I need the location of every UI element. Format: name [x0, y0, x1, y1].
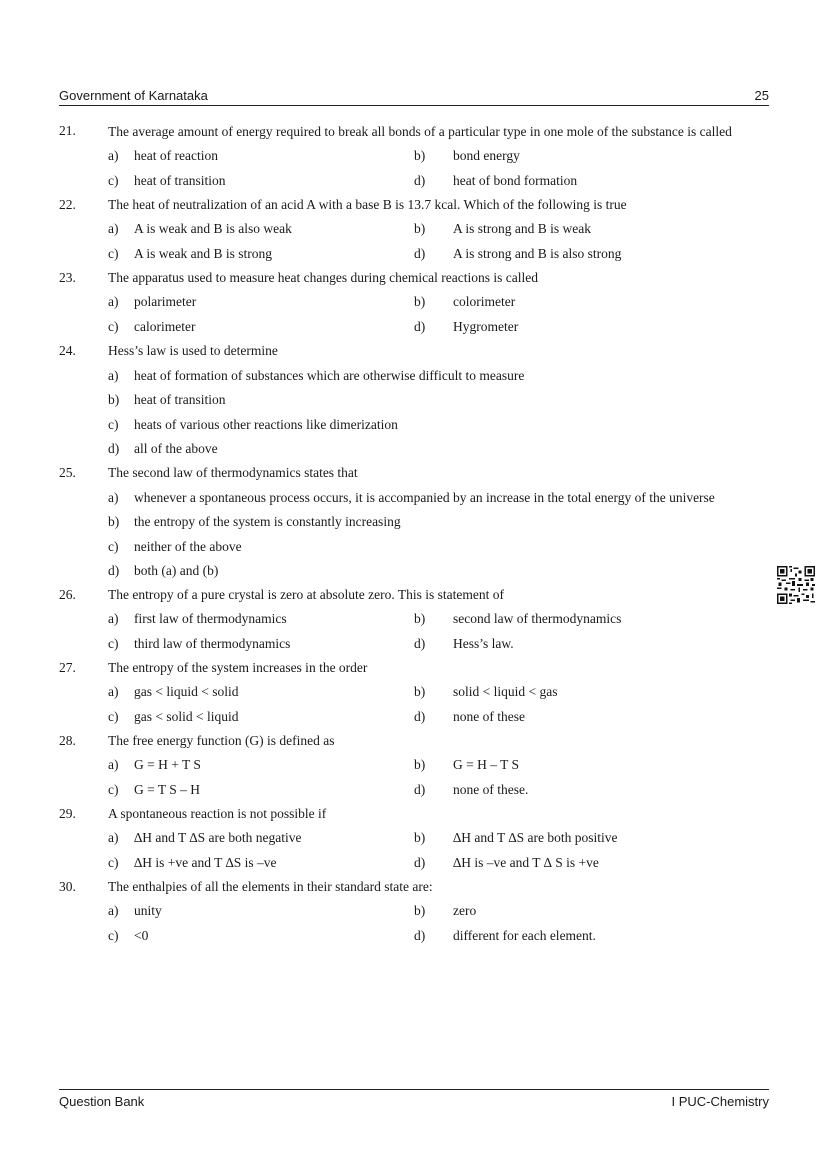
question-number: 25. — [59, 465, 76, 480]
question-number: 24. — [59, 343, 76, 358]
question-number: 27. — [59, 660, 76, 675]
page-header — [59, 87, 769, 106]
question-text: Hess’s law is used to determine — [108, 343, 278, 358]
page-number: 25 — [754, 88, 769, 103]
question-list — [59, 120, 769, 946]
page-footer — [59, 1089, 769, 1110]
option-a: a) whenever a spontaneous process occurs, it is accompanied by an increase in the total energy of the universe — [108, 489, 715, 505]
option-a: a) heat of formation of substances which are otherwise difficult to measure — [108, 367, 525, 383]
question-number: 28. — [59, 733, 76, 748]
question-text: The second law of thermodynamics states that — [108, 465, 358, 480]
question-text: The entropy of the system increases in the order — [108, 660, 368, 675]
option-c: c) heats of various other reactions like dimerization — [108, 416, 398, 432]
qr-code-icon — [777, 566, 815, 604]
question-number: 26. — [59, 587, 76, 602]
option-b: b) heat of transition — [108, 392, 226, 407]
question-text: The heat of neutralization of an acid A with a base B is 13.7 kcal. Which of the following is true — [108, 197, 627, 212]
question-number: 21. — [59, 123, 76, 138]
question-21: 21. The average amount of energy required to break all bonds of a particular type in one mole of the substance is called a) heat of reaction b) bond energy c) heat of transition d) heat of bond formation — [59, 120, 769, 191]
option-d: d) both (a) and (b) — [108, 563, 219, 578]
question-26: 26. The entropy of a pure crystal is zero at absolute zero. This is statement of a) first law of thermodynamics b) second law of thermodynamics c) third law of thermodynamics d) Hess’s law. — [59, 584, 769, 654]
header-title: Government of Karnataka — [59, 88, 208, 103]
question-number: 22. — [59, 197, 76, 212]
question-28: 28. The free energy function (G) is defined as a) G = H + T S b) G = H – T S c) G = T S – H d) none of these. — [59, 730, 769, 800]
question-text: The entropy of a pure crystal is zero at absolute zero. This is statement of — [108, 587, 504, 602]
question-text: The free energy function (G) is defined as — [108, 733, 335, 748]
question-text: The apparatus used to measure heat changes during chemical reactions is called — [108, 270, 538, 285]
question-number: 29. — [59, 806, 76, 821]
question-number: 23. — [59, 270, 76, 285]
question-30: 30. The enthalpies of all the elements in their standard state are: a) unity b) zero c) <0 d) different for each element. — [59, 876, 769, 946]
footer-left: Question Bank — [59, 1094, 145, 1109]
question-text: The average amount of energy required to break all bonds of a particular type in one mole of the substance is called — [108, 124, 732, 139]
question-25 — [59, 462, 769, 581]
footer-right: I PUC-Chemistry — [671, 1094, 769, 1109]
question-27: 27. The entropy of the system increases in the order a) gas < liquid < solid b) solid < liquid < gas c) gas < solid < liquid d) none of these — [59, 657, 769, 727]
question-number: 30. — [59, 879, 76, 894]
question-22: 22. The heat of neutralization of an acid A with a base B is 13.7 kcal. Which of the following is true a) A is weak and B is also weak b) A is strong and B is weak c) A is weak and B is strong d) A is strong and B is also strong — [59, 194, 769, 264]
question-29: 29. A spontaneous reaction is not possible if a) ∆H and T ∆S are both negative b) ∆H and T ∆S are both positive c) ∆H is +ve and T ∆S is –ve d) ∆H is –ve and T ∆ S is +ve — [59, 803, 769, 873]
question-23: 23. The apparatus used to measure heat changes during chemical reactions is called a) polarimeter b) colorimeter c) calorimeter d) Hygrometer — [59, 267, 769, 337]
question-24 — [59, 340, 769, 459]
option-b: b) the entropy of the system is constantly increasing — [108, 514, 401, 529]
option-d: d) all of the above — [108, 441, 218, 456]
option-c: c) neither of the above — [108, 538, 242, 554]
question-text: The enthalpies of all the elements in their standard state are: — [108, 879, 433, 894]
question-text: A spontaneous reaction is not possible if — [108, 806, 327, 821]
